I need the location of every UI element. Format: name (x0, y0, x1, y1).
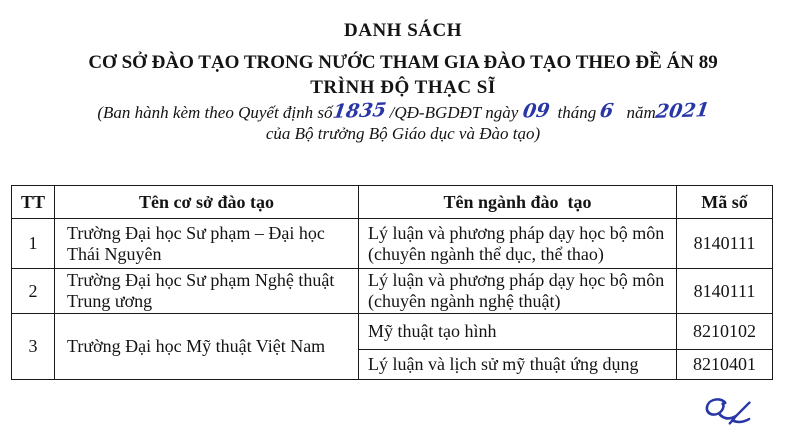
issuance-middle: /QĐ-BGDĐT ngày (385, 103, 523, 122)
document-subtitle-line1: CƠ SỞ ĐÀO TẠO TRONG NƯỚC THAM GIA ĐÀO TẠO THEO ĐỀ ÁN 89 (88, 52, 718, 73)
institutions-table (11, 185, 773, 380)
program-cell: Lý luận và lịch sử mỹ thuật ứng dụng (359, 350, 677, 380)
program-code-cell: 8210102 (677, 314, 773, 350)
issuance-year-label: năm (613, 103, 656, 122)
table-row (12, 269, 773, 314)
document-subtitle-line2: TRÌNH ĐỘ THẠC SĨ (310, 77, 496, 98)
document-title: DANH SÁCH (344, 20, 462, 41)
tt-cell: 2 (12, 269, 55, 314)
program-cell: Mỹ thuật tạo hình (359, 314, 677, 350)
program-cell: Lý luận và phương pháp dạy học bộ môn (chuyên ngành nghệ thuật) (359, 269, 677, 314)
institution-cell: Trường Đại học Sư phạm Nghệ thuật Trung ương (55, 269, 359, 314)
table-header-row (12, 186, 773, 219)
program-code-cell: 8210401 (677, 350, 773, 380)
program-code-cell: 8140111 (677, 219, 773, 269)
issuance-line-2: của Bộ trưởng Bộ Giáo dục và Đào tạo) (265, 124, 541, 143)
table-body (12, 219, 773, 380)
handwritten-year: 2021 (654, 99, 711, 123)
issuance-month-label: tháng (548, 103, 601, 122)
handwritten-month: 6 (598, 99, 616, 123)
column-header-2: Tên ngành đào tạo (359, 186, 677, 219)
issuance-line (0, 101, 806, 123)
handwritten-decision-number: 1835 (330, 99, 388, 123)
issuance-prefix: (Ban hành kèm theo Quyết định số (97, 103, 333, 122)
institution-cell: Trường Đại học Mỹ thuật Việt Nam (55, 314, 359, 380)
table-row (12, 314, 773, 350)
table-row (12, 219, 773, 269)
column-header-1: Tên cơ sở đào tạo (55, 186, 359, 219)
handwritten-day: 09 (520, 99, 551, 123)
tt-cell: 3 (12, 314, 55, 380)
program-cell: Lý luận và phương pháp dạy học bộ môn (chuyên ngành thể dục, thể thao) (359, 219, 677, 269)
column-header-0: TT (12, 186, 55, 219)
column-header-3: Mã số (677, 186, 773, 219)
tt-cell: 1 (12, 219, 55, 269)
signature-mark (691, 394, 758, 430)
program-code-cell: 8140111 (677, 269, 773, 314)
institution-cell: Trường Đại học Sư phạm – Đại học Thái Nguyên (55, 219, 359, 269)
